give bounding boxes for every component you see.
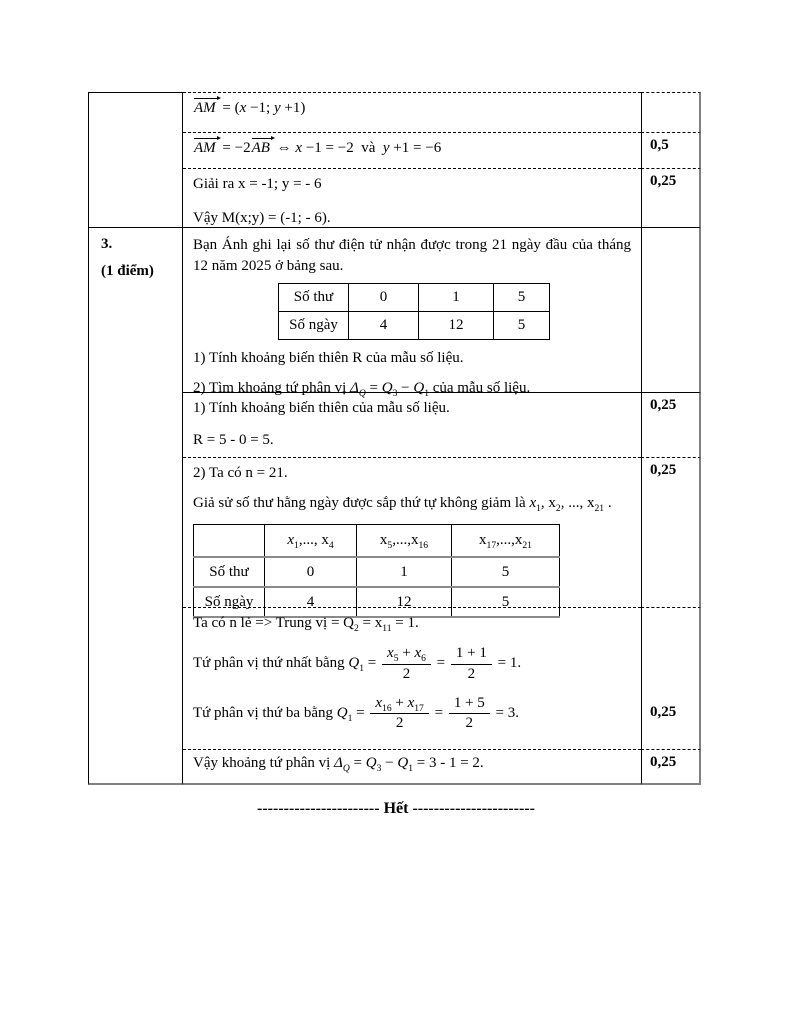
sub: 2 <box>555 503 561 515</box>
solution-line: Giải ra x = -1; y = - 6 <box>193 176 322 192</box>
var-x: x <box>295 140 303 156</box>
fraction <box>368 695 431 733</box>
var-Q1: Q <box>397 755 409 771</box>
table-cell: 1 <box>357 557 452 587</box>
solution-text: Tứ phân vị thứ ba bằng <box>193 704 337 721</box>
third-quartile-line <box>193 695 631 733</box>
score-value: 0,5 <box>650 137 669 153</box>
solution-text: Tứ phân vị thứ nhất bằng <box>193 655 349 672</box>
sub: 16 <box>418 539 429 551</box>
table-cell: Số thư <box>194 557 265 587</box>
var-x: x <box>479 531 487 548</box>
var-y: y <box>382 140 390 156</box>
delta-symbol: Δ <box>350 380 359 397</box>
content-row-question3 <box>183 228 641 400</box>
delta-symbol: Δ <box>334 755 343 771</box>
table-cell: 1 <box>419 284 494 312</box>
table-cell: 12 <box>357 587 452 617</box>
formula-text: = <box>369 380 378 397</box>
ordered-groups-table <box>193 524 560 619</box>
score-cell <box>641 393 701 458</box>
var-y: y <box>273 100 281 116</box>
sub: 5 <box>387 539 393 551</box>
formula-text: − <box>401 380 410 397</box>
table-cell: 4 <box>265 587 357 617</box>
sub-question-2-text: 2) Tìm khoảng tứ phân vị <box>193 380 351 397</box>
content-row-vector-am <box>183 92 641 133</box>
score-cell <box>641 750 701 785</box>
formula-text: ,..., x <box>298 531 329 548</box>
score-value: 0,25 <box>650 173 677 189</box>
content-row-conclusion <box>183 750 641 785</box>
formula-text: +1 = −6 <box>389 140 442 156</box>
table-cell: Số ngày <box>194 587 265 617</box>
formula-text: + <box>395 694 404 711</box>
formula-text: ,...,x <box>392 531 419 548</box>
var-x: x <box>379 531 388 548</box>
formula-text: ,...,x <box>496 531 523 548</box>
sub-question-2-text: của mẫu số liệu. <box>428 380 531 397</box>
table-row <box>194 524 560 557</box>
var-x: x <box>387 645 394 662</box>
formula-text: = 3. <box>491 704 519 721</box>
var-x: x <box>407 694 415 711</box>
solution-line: Vậy M(x;y) = (-1; - 6). <box>193 210 331 227</box>
sub: 1 <box>294 539 299 551</box>
denominator: 2 <box>402 665 411 682</box>
answer-table <box>88 92 701 785</box>
frequency-table <box>278 283 550 340</box>
content-row-solve <box>183 169 641 228</box>
sub: 17 <box>414 702 424 714</box>
var-x: x <box>239 100 247 116</box>
sub: 2 <box>354 623 359 634</box>
solution-text: Vậy khoảng tứ phân vị <box>193 755 335 771</box>
sub: 17 <box>486 539 497 551</box>
solution-line: 2) Ta có n = 21. <box>193 465 288 481</box>
numerator: 1 + 1 <box>451 645 492 664</box>
content-row-vector-eq <box>183 133 641 169</box>
content-row-ordered <box>183 458 641 608</box>
formula-text: , x <box>540 495 556 512</box>
solution-line <box>193 493 631 513</box>
var-Q: Q <box>336 704 348 721</box>
table-cell: Số thư <box>279 284 349 312</box>
vector-AM: AM <box>193 98 219 117</box>
table-cell: 0 <box>349 284 419 312</box>
score-cell <box>641 92 701 133</box>
end-marker: ----------------------- Hết ----------------------- <box>257 800 535 817</box>
median-line <box>193 613 631 633</box>
var-x: x <box>287 531 295 548</box>
formula-text: = <box>434 704 444 721</box>
delta-sub: Q <box>342 763 350 774</box>
table-cell: 0 <box>265 557 357 587</box>
score-cell <box>641 133 701 169</box>
var-x: x <box>414 645 422 662</box>
denominator: 2 <box>465 715 474 731</box>
sub: 11 <box>382 623 392 634</box>
fraction <box>447 695 492 733</box>
sub-question-1: 1) Tính khoảng biến thiên R của mẫu số liệu. <box>193 350 464 366</box>
score-value: 0,25 <box>650 462 677 478</box>
sub: 21 <box>522 539 532 551</box>
formula-text: = <box>436 655 446 672</box>
sub: 21 <box>594 503 605 515</box>
delta-sub: Q <box>358 388 366 400</box>
formula-text: . <box>604 495 612 512</box>
score-cell <box>641 608 701 750</box>
formula-text: = <box>356 704 365 721</box>
vector-AB: AB <box>251 138 273 157</box>
score-value: 0,25 <box>650 704 677 720</box>
formula-text: + <box>402 645 411 662</box>
question-points: (1 điểm) <box>101 263 154 279</box>
formula-text: −1 = −2 <box>302 140 354 156</box>
formula-text: = 3 - 1 = 2. <box>413 755 484 771</box>
formula-text: +1) <box>280 100 306 116</box>
vector-AM: AM <box>193 138 219 157</box>
score-cell <box>641 169 701 228</box>
var-x: x <box>375 694 383 711</box>
formula-text: = −2 <box>218 140 251 156</box>
score-value: 0,25 <box>650 754 677 770</box>
table-cell: 5 <box>452 557 560 587</box>
question-statement: Bạn Ánh ghi lại số thư điện tử nhận được trong 21 ngày đầu của tháng 12 năm 2025 ở bảng sau. <box>193 237 631 274</box>
table-cell: 5 <box>452 587 560 617</box>
solution-line: R = 5 - 0 = 5. <box>193 432 274 449</box>
formula-text: ⇔ <box>272 140 296 156</box>
sub: 1 <box>347 712 353 724</box>
content-row-range <box>183 393 641 458</box>
solution-text: Giả sử số thư hằng ngày được sắp thứ tự không giảm là <box>193 495 530 512</box>
sub-1: 1 <box>408 763 413 774</box>
sub-1: 1 <box>424 388 429 400</box>
table-row <box>279 284 550 312</box>
score-cell <box>641 228 701 393</box>
table-cell <box>265 524 357 557</box>
formula-text: −1; <box>246 100 274 116</box>
sub: 5 <box>393 653 399 665</box>
formula-text: = ( <box>218 100 240 116</box>
formula-text: − <box>385 755 394 771</box>
sub: 4 <box>328 539 334 551</box>
question-3-cell <box>88 228 183 785</box>
solution-line: 1) Tính khoảng biến thiên của mẫu số liệu. <box>193 400 450 416</box>
table-row <box>279 312 550 340</box>
table-cell: 4 <box>349 312 419 340</box>
table-cell: 5 <box>494 312 550 340</box>
formula-text: , ..., x <box>560 495 595 512</box>
denominator: 2 <box>395 715 404 731</box>
numerator: 1 + 5 <box>449 695 490 714</box>
var-Q3: Q <box>365 755 377 771</box>
solution-text: Ta có n lẻ => Trung vị = Q <box>193 615 354 631</box>
table-row <box>194 557 560 587</box>
score-value: 0,25 <box>650 397 677 413</box>
var-Q: Q <box>348 655 360 672</box>
var-x: x <box>529 495 537 512</box>
table-cell: 5 <box>494 284 550 312</box>
sub-3: 3 <box>376 763 382 774</box>
denominator: 2 <box>467 665 476 682</box>
formula-text: = <box>367 655 377 672</box>
table-cell <box>452 524 560 557</box>
first-quartile-line <box>193 645 631 683</box>
fraction <box>449 645 494 683</box>
table-cell <box>357 524 452 557</box>
var-Q3: Q <box>381 380 393 397</box>
score-cell <box>641 458 701 608</box>
formula-text: = 1. <box>391 615 419 631</box>
fraction <box>380 645 433 683</box>
table-cell: 12 <box>419 312 494 340</box>
table-cell: Số ngày <box>279 312 349 340</box>
formula-text: = <box>353 755 362 771</box>
sub-3: 3 <box>392 388 398 400</box>
sub: 1 <box>359 663 365 675</box>
formula-text: = x <box>358 615 383 631</box>
sub: 1 <box>536 503 541 515</box>
content-row-quartiles <box>183 608 641 750</box>
sub: 16 <box>382 702 392 714</box>
var-Q1: Q <box>413 380 425 397</box>
question-number: 3. <box>101 236 113 252</box>
word-and: và <box>361 140 376 156</box>
question-number-cell-empty <box>88 92 183 228</box>
formula-text: = 1. <box>493 655 522 672</box>
table-cell <box>194 524 265 557</box>
sub: 6 <box>421 653 426 665</box>
